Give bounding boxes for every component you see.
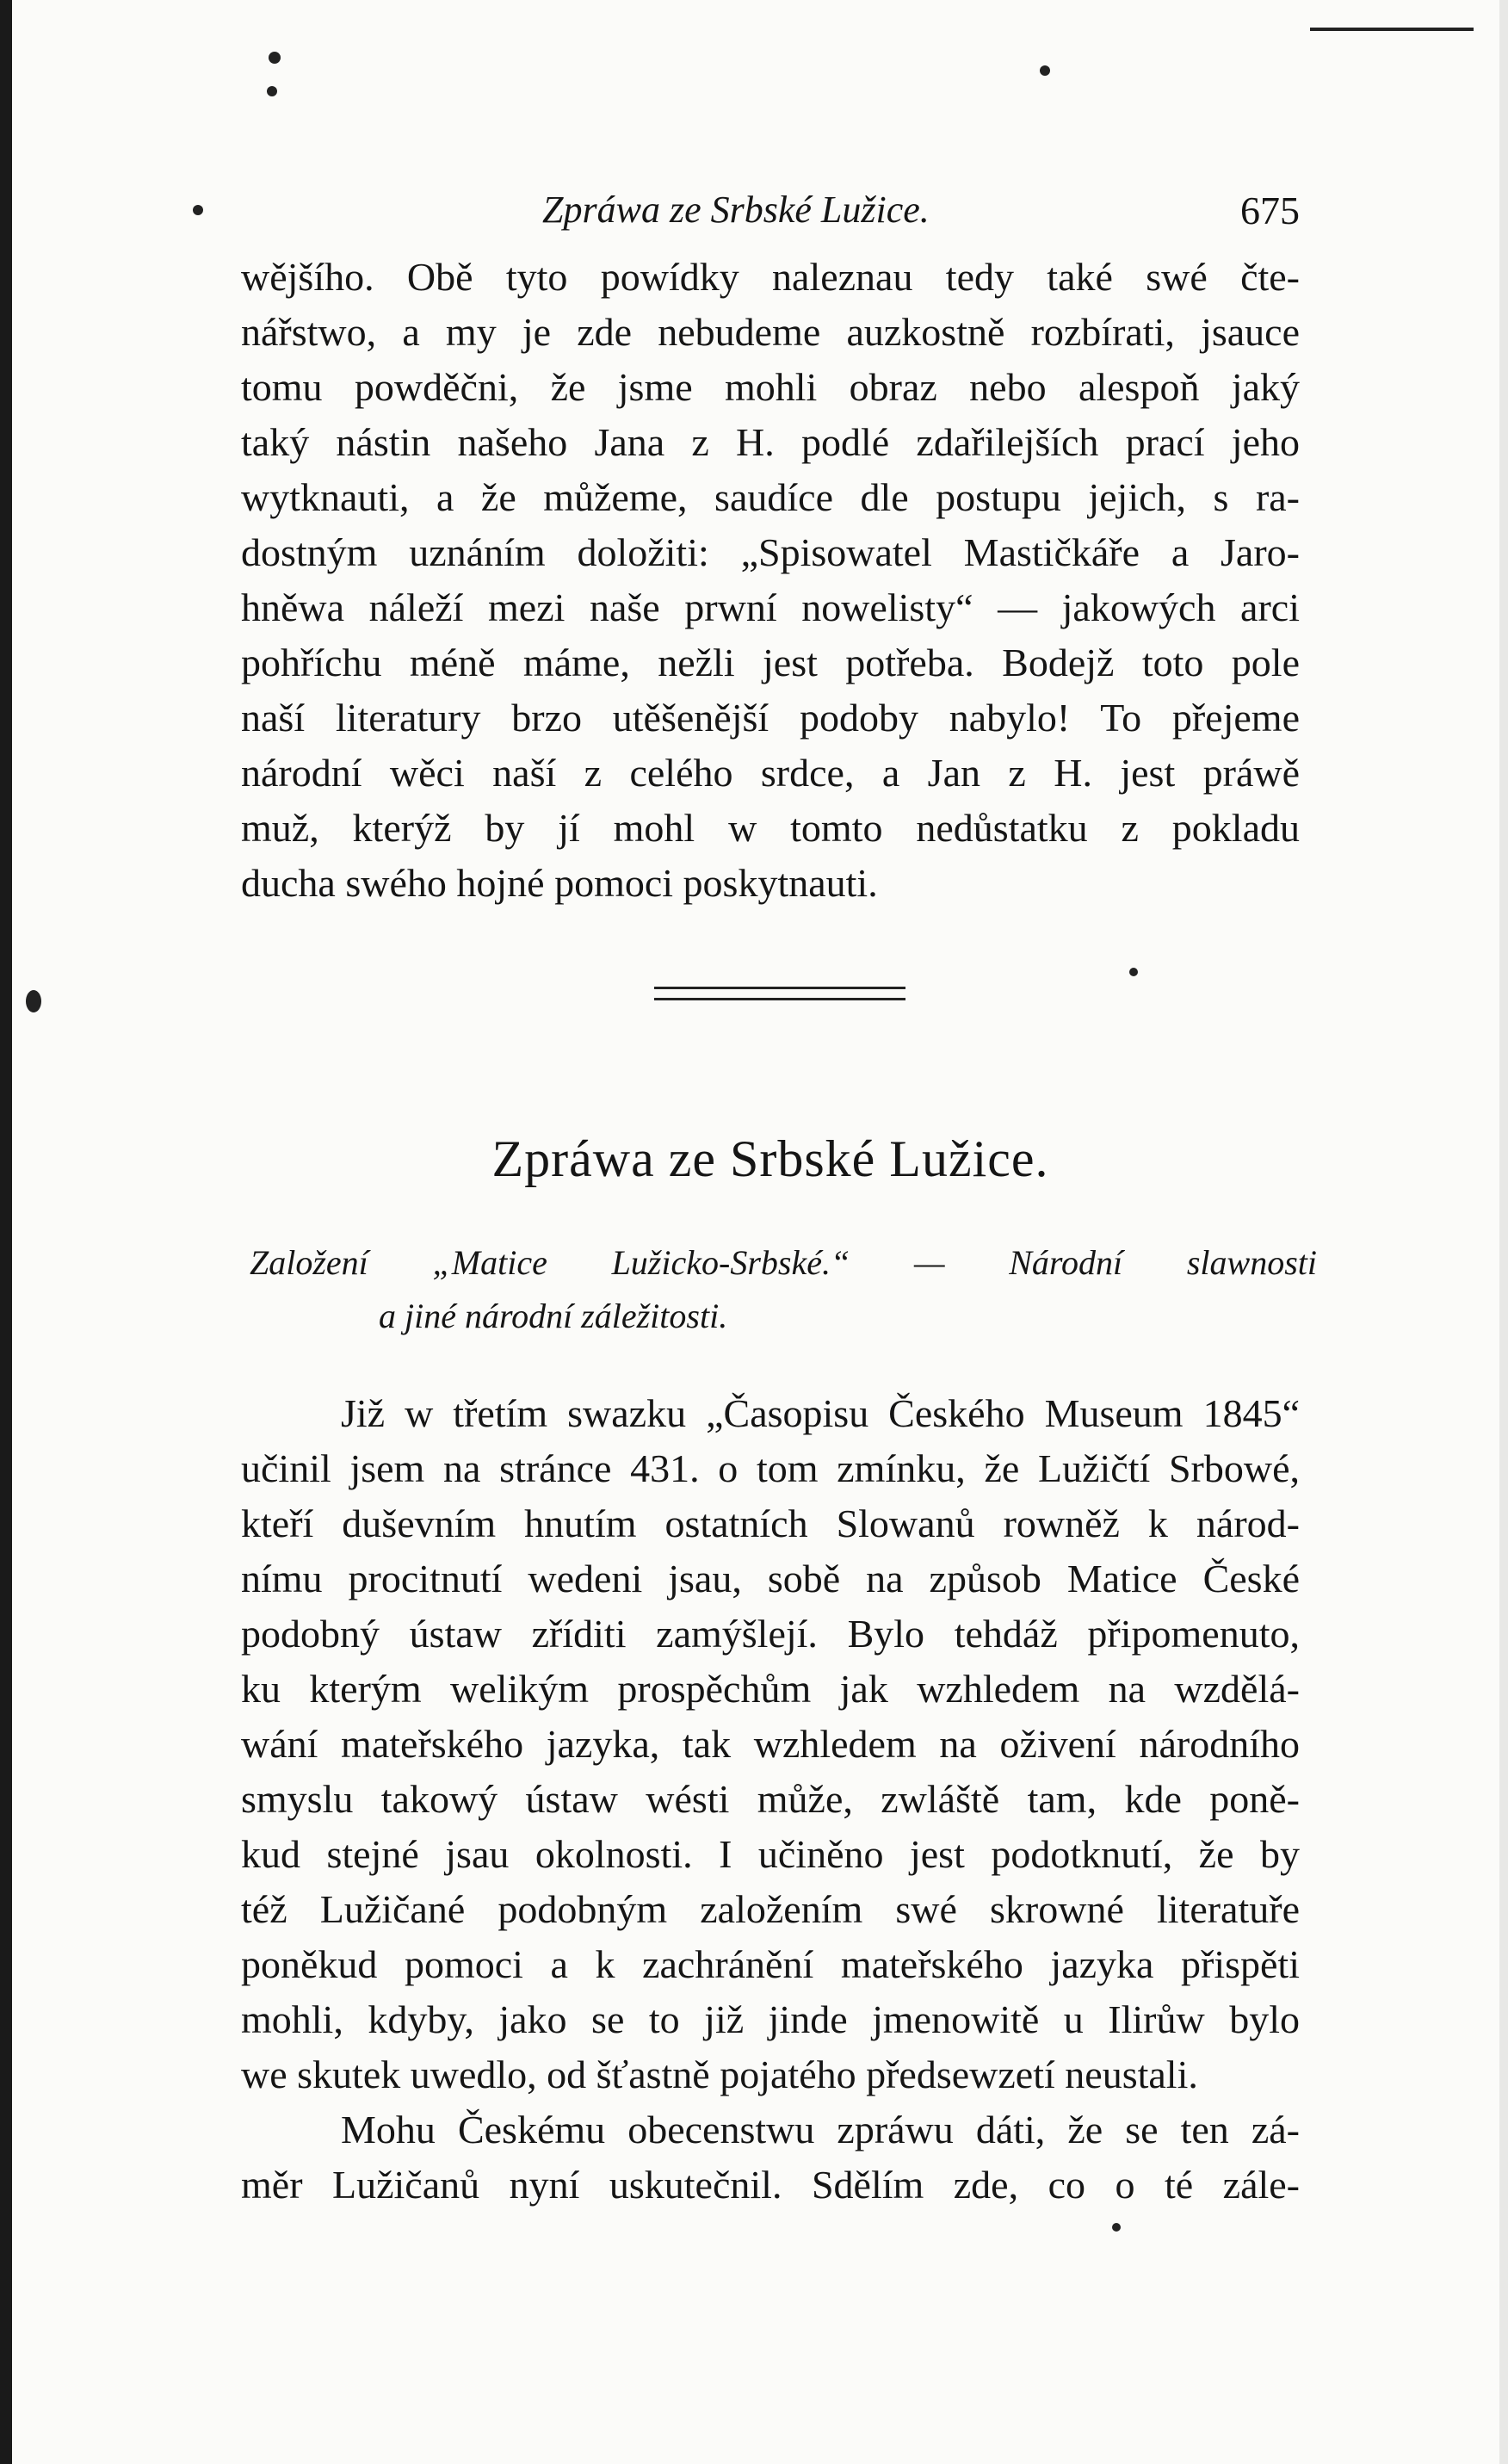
text-line: podobný ústaw zříditi zamýšlejí. Bylo tehdáž připomenuto, xyxy=(241,1612,1300,1656)
text-line: mohli, kdyby, jako se to již jinde jmenowitě u Ilirůw bylo xyxy=(241,1997,1300,2041)
text-line: národní wěci naší z celého srdce, a Jan z H. jest práwě xyxy=(241,751,1300,795)
text-line: nímu procitnutí wedeni jsau, sobě na způsob Matice České xyxy=(241,1557,1300,1600)
page-left-edge-shadow xyxy=(0,0,12,2464)
text-line: tomu powděčni, že jsme mohli obraz nebo alespoň jaký xyxy=(241,365,1300,409)
text-line: měr Lužičanů nyní uskutečnil. Sdělím zde, co o té zále- xyxy=(241,2163,1300,2207)
ink-speck xyxy=(193,205,203,215)
text-line: wějšího. Obě tyto powídky naleznau tedy také swé čte- xyxy=(241,255,1300,299)
ink-speck xyxy=(1112,2223,1121,2232)
text-line: smyslu takowý ústaw wésti může, zwláště tam, kde poně- xyxy=(241,1777,1300,1821)
text-line: dostným uznáním doložiti: „Spisowatel Mastičkáře a Jaro- xyxy=(241,530,1300,574)
text-line: taký nástin našeho Jana z H. podlé zdařilejších prací jeho xyxy=(241,420,1300,464)
text-line: we skutek uwedlo, od šťastně pojatého předsewzetí neustali. xyxy=(241,2052,1198,2096)
text-line: naší literatury brzo utěšenější podoby nabylo! To přejeme xyxy=(241,696,1300,740)
text-line: Mohu Českému obecenstwu zpráwu dáti, že se ten zá- xyxy=(341,2108,1300,2151)
text-line: kud stejné jsau okolnosti. I učiněno jest podotknutí, že by xyxy=(241,1832,1300,1876)
text-line: ku kterým welikým prospěchům jak wzhledem na wzdělá- xyxy=(241,1667,1300,1711)
text-line: wání mateřského jazyka, tak wzhledem na oživení národního xyxy=(241,1722,1300,1766)
section-subtitle xyxy=(250,1236,1317,1343)
ink-speck xyxy=(26,990,41,1012)
text-line: kteří duševním hnutím ostatních Slowanů rowněž k národ- xyxy=(241,1501,1300,1545)
subtitle-line: a jiné národní záležitosti. xyxy=(379,1297,728,1335)
subtitle-line: Založení „Matice Lužicko-Srbské.“ — Národní slawnosti xyxy=(250,1243,1317,1282)
text-line: nářstwo, a my je zde nebudeme auzkostně rozbírati, jsauce xyxy=(241,310,1300,354)
running-header xyxy=(241,188,1300,239)
paragraph-main xyxy=(241,1386,1300,2102)
text-line: ducha swého hojné pomoci poskytnauti. xyxy=(241,861,878,905)
text-line: učinil jsem na stránce 431. o tom zmínku, že Lužičtí Srbowé, xyxy=(241,1446,1300,1490)
ink-speck xyxy=(1129,968,1138,976)
section-separator-rule xyxy=(654,987,905,1000)
text-line: poněkud pomoci a k zachránění mateřského jazyka přispěti xyxy=(241,1942,1300,1986)
page-right-edge xyxy=(1499,0,1508,2464)
corner-rule-mark xyxy=(1310,28,1474,31)
ink-speck xyxy=(1040,65,1050,76)
text-line: též Lužičané podobným založením swé skrowné literatuře xyxy=(241,1887,1300,1931)
text-line: pohříchu méně máme, nežli jest potřeba. Bodejž toto pole xyxy=(241,641,1300,684)
text-line: Již w třetím swazku „Časopisu Českého Museum 1845“ xyxy=(341,1391,1300,1435)
running-title: Zpráwa ze Srbské Lužice. xyxy=(542,189,930,231)
text-line: muž, kterýž by jí mohl w tomto nedůstatku z pokladu xyxy=(241,806,1300,850)
page-number: 675 xyxy=(1240,189,1300,232)
ink-speck xyxy=(269,52,281,64)
paragraph-next xyxy=(241,2102,1300,2213)
section-title: Zpráwa ze Srbské Lužice. xyxy=(491,1130,1049,1187)
text-line: wytknauti, a že můžeme, saudíce dle postupu jejich, s ra- xyxy=(241,475,1300,519)
ink-speck xyxy=(267,86,277,96)
text-line: hněwa náleží mezi naše prwní nowelisty“ — jakowých arci xyxy=(241,585,1300,629)
paragraph-continued xyxy=(241,250,1300,911)
